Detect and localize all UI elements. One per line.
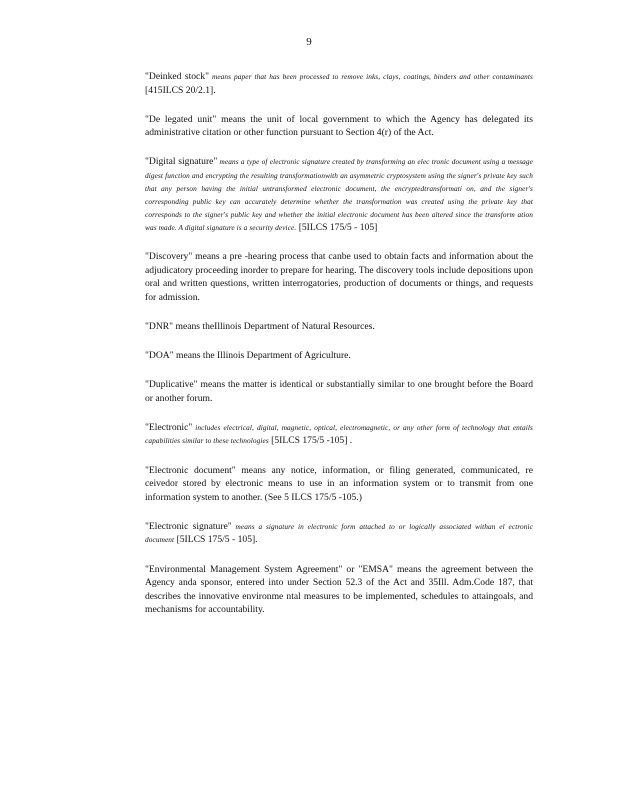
definition-text: means the unit of local government to which the Agency has delegated its administrative citation or other function pursuant to Section 4(r) of the Act.	[145, 113, 533, 139]
definition-text: means a type of electronic signature created by transforming an elec tronic document using a message digest function and encrypting the resulting transformationwith an asymmetric cryptosystem using the signer's private key such that any person having the initial untransformed electronic document, the encryptedtransformati on, and the signer's corresponding public key can accurately determine whether the transformation was created using the private key that corresponds to the signer's public key and whether the initial electronic document has been altered since the transform ation was made. A digital signature is a security device.	[145, 157, 534, 233]
definition-discovery	[145, 250, 533, 304]
definition-text: means the agreement between the Agency anda sponsor, entered into under Section 52.3 of the Act and 35Ill. Adm.Code 187, that describes the innovative environme ntal measures to be implemented, schedules to attaingoals, and mechanisms for accountability.	[145, 563, 533, 616]
definition-deinked-stock	[145, 70, 533, 97]
definition-term: "Environmental Management System Agreement" or "EMSA"	[145, 563, 393, 575]
page-number: 9	[306, 36, 312, 48]
definition-text: includes electrical, digital, magnetic, optical, electromagnetic, or any other form of technology that entails capabilities similar to these technologies	[145, 422, 533, 446]
definition-text: means the Illinois Department of Agriculture.	[173, 350, 351, 362]
definition-electronic-signature	[145, 520, 533, 547]
definition-electronic-document	[145, 464, 533, 505]
definition-digital-signature	[145, 155, 533, 234]
definition-citation: [5ILCS 175/5 - 105].	[174, 534, 258, 546]
definition-term: "Electronic signature"	[145, 520, 232, 532]
definition-term: "De legated unit"	[145, 113, 217, 125]
definition-doa	[145, 349, 533, 363]
definition-term: "Discovery"	[145, 251, 193, 263]
definition-text: means a signature in electronic form attached to or logically associated withan el ectronic document	[145, 521, 533, 545]
definition-term: "DNR"	[145, 320, 174, 332]
definitions-list	[145, 70, 533, 632]
definition-citation: [5ILCS 175/5 - 105]	[296, 222, 378, 234]
definition-citation: [415ILCS 20/2.1].	[145, 84, 216, 96]
definition-text: means paper that has been processed to remove inks, clays, coatings, binders and other contaminants	[209, 72, 533, 81]
definition-text: means theIllinois Department of Natural Resources.	[173, 320, 375, 332]
definition-term: "Digital signature"	[145, 156, 218, 168]
definition-emsa	[145, 563, 533, 617]
definition-text: means the matter is identical or substantially similar to one brought before the Board or another forum.	[145, 379, 533, 404]
definition-delegated-unit	[145, 113, 533, 140]
definition-duplicative	[145, 378, 533, 405]
definition-term: "Deinked stock"	[145, 71, 210, 82]
definition-dnr	[145, 320, 533, 334]
definition-citation: [5ILCS 175/5 -105] .	[268, 435, 353, 447]
definition-term: "Electronic document"	[145, 464, 236, 476]
definition-term: "Electronic"	[145, 421, 193, 433]
definition-term: "DOA"	[145, 350, 174, 362]
definition-text: means any notice, information, or filing generated, communicated, re ceivedor stored by electronic means to use in an information system or to transmit from one information system to another. (See 5 ILCS 175/5 -105.)	[145, 464, 534, 503]
definition-text: means a pre -hearing process that canbe used to obtain facts and information about the adjudicatory proceeding inorder to prepare for hearing. The discovery tools include depositions upon oral and written questions, written interrogatories, production of documents or things, and requests for admission.	[145, 251, 533, 303]
definition-term: "Duplicative"	[145, 379, 198, 391]
definition-electronic	[145, 421, 533, 448]
